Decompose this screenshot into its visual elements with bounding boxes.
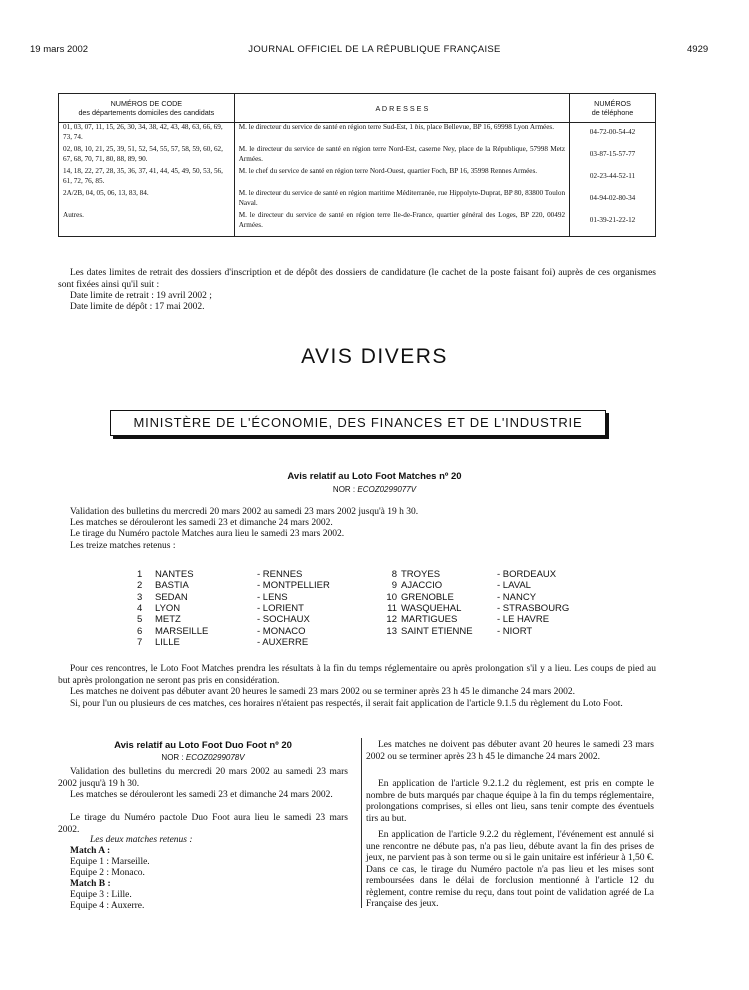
duo-tirage: Le tirage du Numéro pactole Duo Foot aura lieu le samedi 23 mars 2002. xyxy=(58,813,348,835)
match-a-label: Match A : xyxy=(70,846,111,856)
department-codes: 01, 03, 07, 11, 15, 26, 30, 34, 38, 42, 43, 48, 63, 66, 69, 73, 74. xyxy=(59,123,235,146)
article-rule-paragraph: Si, pour l'un ou plusieurs de ces matches, ces horaires n'étaient pas respectés, il serait fait application de l'article 9.1.5 du règlement du Loto Foot. xyxy=(70,699,623,709)
section-heading-avis-divers: AVIS DIVERS xyxy=(301,345,448,368)
ministry-banner: MINISTÈRE DE L'ÉCONOMIE, DES FINANCES ET DE L'INDUSTRIE xyxy=(110,410,606,436)
department-codes: Autres. xyxy=(59,211,235,237)
loto-foot-nor: NOR : ECOZ0299077V xyxy=(332,485,417,494)
phone-column-header: NUMÉROS de téléphone xyxy=(570,94,656,123)
submission-deadline: Date limite de dépôt : 17 mai 2002. xyxy=(70,302,205,312)
list-item: 13 SAINT ETIENNE - NIORT xyxy=(386,625,533,637)
team-4: Equipe 4 : Auxerre. xyxy=(70,901,145,911)
codes-column-header: NUMÉROS DE CODE des départements domiciles des candidats xyxy=(59,94,235,123)
team-1: Equipe 1 : Marseille. xyxy=(70,857,150,867)
health-service-address-table xyxy=(58,93,656,237)
table-row xyxy=(59,123,656,146)
address: M. le directeur du service de santé en région terre Sud-Est, 1 bis, place Bellevue, BP 16, 69998 Lyon Armées. xyxy=(234,123,569,146)
results-rule-paragraph: Pour ces rencontres, le Loto Foot Matches prendra les résultats à la fin du temps réglementaire ou après prolongation s'il y a lieu. Les coups de pied au but après prolongation ne seront pas pris en considération. xyxy=(58,664,656,686)
column-divider xyxy=(361,738,362,908)
deadline-intro: Les dates limites de retrait des dossiers d'inscription et de dépôt des dossiers de candidature (le cachet de la poste faisant foi) auprès de ces organismes sont fixées ainsi qu'il suit : xyxy=(58,268,656,290)
loto-foot-title: Avis relatif au Loto Foot Matches nº 20 xyxy=(287,471,462,482)
journal-title: JOURNAL OFFICIEL DE LA RÉPUBLIQUE FRANÇAISE xyxy=(248,44,501,55)
list-item: 8 TROYES - BORDEAUX xyxy=(391,569,557,580)
table-row xyxy=(59,211,656,237)
list-item: 3 SEDAN - LENS xyxy=(137,591,288,603)
department-codes: 02, 08, 10, 21, 25, 39, 51, 52, 54, 55, 57, 58, 59, 60, 62, 67, 68, 70, 71, 80, 88, 89, 90. xyxy=(59,145,235,167)
list-item: 1 NANTES - RENNES xyxy=(137,569,303,580)
address: M. le directeur du service de santé en région maritime Méditerranée, rue Hippolyte-Duprat, BP 80, 83800 Toulon Naval. xyxy=(234,189,569,211)
phone-number: 02-23-44-52-11 xyxy=(570,167,656,189)
validation-line: Validation des bulletins du mercredi 20 mars 2002 au samedi 23 mars 2002 jusqu'à 19 h 30. xyxy=(70,507,419,517)
address: M. le directeur du service de santé en région terre Nord-Est, caserne Ney, place de la République, 57998 Metz Armées. xyxy=(234,145,569,167)
list-item: 5 METZ - SOCHAUX xyxy=(137,614,310,626)
duo-timing-rule: Les matches ne doivent pas débuter avant 20 heures le samedi 23 mars 2002 ou se terminer après 23 h 45 le dimanche 24 mars 2002. xyxy=(366,740,654,762)
table-header-row xyxy=(59,94,656,123)
timing-rule-paragraph: Les matches ne doivent pas débuter avant 20 heures le samedi 23 mars 2002 ou se terminer après 23 h 45 le dimanche 24 mars 2002. xyxy=(70,687,575,697)
duo-article-922: En application de l'article 9.2.2 du règlement, l'événement est annulé si une rencontre ne débute pas, n'a pas lieu, débute avant la fin des prises de jeux, ne parvient pas à son terme ou si le gain unitaire est inférieur à 1,50 €. Dans ce cas, le tirage du Numéro pactole n'a pas lieu et les mises sont remboursées dans le délai de forclusion mentionné à l'article 12 du règlement, contre remise du reçu, dans tout point de validation agréé de La Française des jeux. xyxy=(366,830,654,909)
department-codes: 2A/2B, 04, 05, 06, 13, 83, 84. xyxy=(59,189,235,211)
department-codes: 14, 18, 22, 27, 28, 35, 36, 37, 41, 44, 45, 49, 50, 53, 56, 61, 72, 76, 85. xyxy=(59,167,235,189)
page-date: 19 mars 2002 xyxy=(30,44,89,55)
list-item: 4 LYON - LORIENT xyxy=(137,602,304,614)
duo-article-9212: En application de l'article 9.2.1.2 du règlement, est pris en compte le nombre de buts marqués par chaque équipe à la fin du temps réglementaire, prolongations comprises, si elles ont lieu, sans tenir compte des éventuels tirs au but. xyxy=(366,779,654,824)
address: M. le directeur du service de santé en région terre Ile-de-France, quartier général des Loges, BP 220, 00492 Armées. xyxy=(234,211,569,237)
list-item: 7 LILLE - AUXERRE xyxy=(137,636,309,648)
phone-number: 03-87-15-57-77 xyxy=(570,145,656,167)
duo-dates: Les matches se dérouleront les samedi 23 et dimanche 24 mars 2002. xyxy=(70,790,333,800)
phone-number: 04-72-00-54-42 xyxy=(570,123,656,146)
list-item: 10 GRENOBLE - NANCY xyxy=(386,591,537,603)
duo-foot-title: Avis relatif au Loto Foot Duo Foot nº 20 xyxy=(114,740,292,751)
table-row xyxy=(59,145,656,167)
team-3: Equipe 3 : Lille. xyxy=(70,890,132,900)
tirage-line: Le tirage du Numéro pactole Matches aura lieu le samedi 23 mars 2002. xyxy=(70,529,345,539)
address: M. le chef du service de santé en région terre Nord-Ouest, quartier Foch, BP 16, 35998 Rennes Armées. xyxy=(234,167,569,189)
duo-validation: Validation des bulletins du mercredi 20 mars 2002 au samedi 23 mars 2002 jusqu'à 19 h 30. xyxy=(58,767,348,789)
list-item: 12 MARTIGUES - LE HAVRE xyxy=(386,614,550,626)
table-row xyxy=(59,189,656,211)
list-item: 9 AJACCIO - LAVAL xyxy=(391,580,531,592)
match-b-label: Match B : xyxy=(70,879,111,889)
duo-foot-nor: NOR : ECOZ0299078V xyxy=(161,753,245,762)
list-item: 6 MARSEILLE - MONACO xyxy=(137,625,306,637)
list-item: 2 BASTIA - MONTPELLIER xyxy=(137,580,330,592)
page-number: 4929 xyxy=(687,44,709,55)
team-2: Equipe 2 : Monaco. xyxy=(70,868,145,878)
dates-line: Les matches se dérouleront les samedi 23 et dimanche 24 mars 2002. xyxy=(70,518,333,528)
matches-intro: Les treize matches retenus : xyxy=(70,541,176,551)
addresses-column-header: A D R E S S E S xyxy=(234,94,569,123)
table-row xyxy=(59,167,656,189)
withdrawal-deadline: Date limite de retrait : 19 avril 2002 ; xyxy=(70,291,212,301)
phone-number: 04-94-02-80-34 xyxy=(570,189,656,211)
duo-matches-intro: Les deux matches retenus : xyxy=(90,835,193,845)
list-item: 11 WASQUEHAL - STRASBOURG xyxy=(387,602,570,614)
phone-number: 01-39-21-22-12 xyxy=(570,211,656,237)
